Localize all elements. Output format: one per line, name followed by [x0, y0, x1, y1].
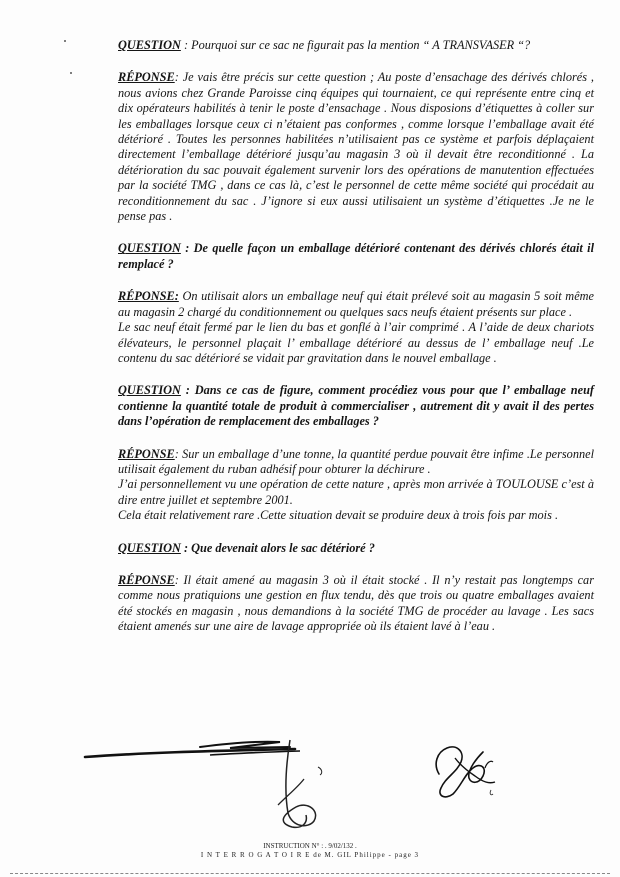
question-4: [118, 541, 594, 556]
signature-right: [425, 738, 505, 808]
answer-label: RÉPONSE:: [118, 289, 179, 304]
page-bottom-edge: [10, 873, 610, 875]
question-text: : Pourquoi sur ce sac ne figurait pas la mention “ A TRANSVASER “?: [180, 38, 531, 52]
question-label: QUESTION: [118, 540, 181, 555]
answer-2: [118, 289, 594, 366]
answer-text-continued: Cela était relativement rare .Cette situation devait se produire deux à trois fois par mois .: [118, 508, 559, 523]
answer-text-continued: Le sac neuf était fermé par le lien du bas et gonflé à l’air comprimé . A l’aide de deux chariots élévateurs, le personnel plaçait l’ emballage détérioré au dessus de l’ emballage neuf .Le contenu du sac détérioré se vidait par gravitation dans le nouvel emballage .: [118, 320, 594, 365]
answer-4: [118, 573, 594, 635]
answer-1: [118, 70, 594, 224]
answer-label: RÉPONSE: [118, 70, 175, 85]
question-label: QUESTION: [118, 38, 181, 52]
question-text: : Dans ce cas de figure, comment procédiez vous pour que l’ emballage neuf contienne la quantité totale de produit à commercialiser , autrement dit y avait il des pertes dans l’opération de remplacement des emballages ?: [118, 383, 594, 429]
question-3: [118, 383, 594, 429]
question-2: [118, 241, 594, 272]
scan-mark: [70, 72, 72, 74]
answer-text: : Je vais être précis sur cette question ; Au poste d’ensachage des dérivés chlorés , nous avions chez Grande Paroisse cinq équipes qui tournaient, ce qui représente entre cinq et dix opérateurs habilités à tenir le poste d’ensachage . Nous disposions d’étiquettes à coller sur les emballages lorsque ceux ci n’étaient pas conformes , comme lorsque l’emballage avait été détérioré . Toutes les personnes habilitées n’utilisaient pas ce système et parfois déplaçaient directement l’emballage détérioré jusqu’au magasin 3 où il devait être reconditionné . La détérioration du sac pouvait également survenir lors des opérations de manutention effectuées par la société TMG , dans ce cas là, c’est le personnel de cette même société qui procédait au reconditionnement du sac . J’ignore si eux aussi utilisaient un système d’étiquettes .Je ne le pense pas .: [118, 70, 594, 224]
answer-3: [118, 447, 594, 524]
answer-text-continued: J’ai personnellement vu une opération de cette nature , après mon arrivée à TOULOUSE c’est à dire entre juillet et septembre 2001.: [118, 477, 594, 507]
answer-text: : Sur un emballage d’une tonne, la quantité perdue pouvait être infime .Le personnel utilisait également du ruban adhésif pour obturer la déchirure .: [118, 446, 594, 476]
question-text: : Que devenait alors le sac détérioré ?: [180, 540, 375, 555]
question-text: : De quelle façon un emballage détérioré contenant des dérivés chlorés était il remplacé ?: [118, 241, 594, 271]
deposition-text: [118, 38, 594, 649]
scan-mark: [64, 40, 66, 42]
question-label: QUESTION: [118, 241, 181, 256]
answer-label: RÉPONSE: [118, 446, 175, 461]
signature-left: [268, 735, 338, 835]
interrogatoire-footer: I N T E R R O G A T O I R E de M. GIL Philippe - page 3: [200, 851, 420, 859]
question-1: [118, 38, 594, 53]
answer-label: RÉPONSE: [118, 572, 175, 587]
instruction-number: INSTRUCTION N° : . 9/02/132 .: [263, 842, 357, 850]
answer-text: On utilisait alors un emballage neuf qui était prélevé soit au magasin 5 soit même au magasin 2 chargé du conditionnement ou quelques sacs neufs étaient présents sur place .: [118, 289, 594, 319]
answer-text: : Il était amené au magasin 3 où il était stocké . Il n’y restait pas longtemps car comme nous pratiquions une gestion en flux tendu, dès que trois ou quatre emballages avaient été stockés en magasin , nous demandions à la société TMG de procéder au lavage . Les sacs étaient amenés sur une aire de lavage appropriée où ils étaient lavé à l’eau .: [118, 572, 594, 634]
question-label: QUESTION: [118, 383, 181, 398]
